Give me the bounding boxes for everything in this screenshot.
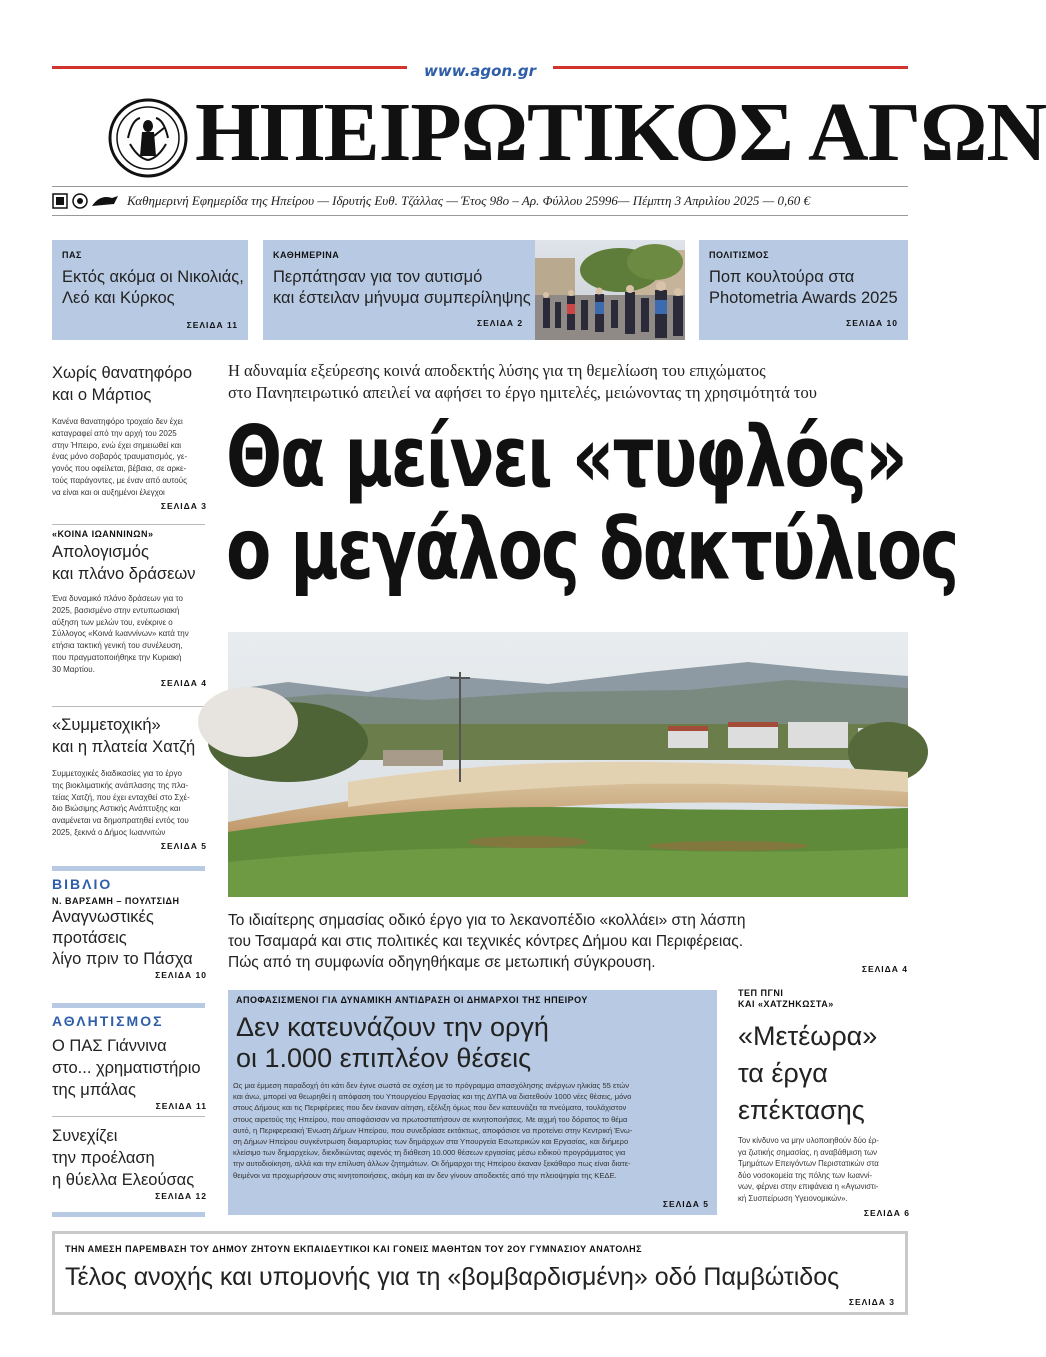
story-body — [52, 768, 207, 839]
story-body-line: κλείσιμο των δημαρχείων, διεκδικώντας αφενός τη διάθεση 10.000 θέσεων εργασίας μέσω ειδικού προγράμματος για — [233, 1148, 626, 1158]
topbox-pas[interactable] — [52, 240, 248, 340]
topbox-kicker: ΠΟΛΙΤΙΣΜΟΣ — [709, 250, 770, 260]
story-title-line: προτάσεις — [52, 929, 127, 947]
topbox-page: ΣΕΛΙΔΑ 10 — [846, 318, 898, 328]
story-title — [52, 362, 207, 406]
story-body-line: τούς παράγοντες, με έναν από αυτούς — [52, 475, 187, 485]
story-body-line: ένας μόνο σοβαρός τραυματισμός, γε- — [52, 452, 188, 462]
masthead-title: ΗΠΕΙΡΩΤΙΚΟΣ ΑΓΩΝ — [195, 86, 1046, 179]
story-body-line: Ένα δυναμικό πλάνο δράσεων για το — [52, 594, 183, 603]
sports-story-pas[interactable] — [52, 1035, 207, 1111]
sidebar-story-koina[interactable] — [52, 529, 207, 688]
story-body — [738, 1135, 910, 1205]
lead-photo — [228, 632, 908, 897]
issue-info: Καθημερινή Εφημερίδα της Ηπείρου — Ιδρυτής Ευθ. Τζάλλας — Έτος 98ο – Αρ. Φύλλου 25996— Πέμπτη 3 Απριλίου 2025 — 0,60 € — [127, 193, 810, 208]
divider — [52, 706, 205, 707]
mayors-box[interactable] — [228, 990, 717, 1215]
story-body-line: στους αιρετούς της Ηπείρου, που αποφάσισαν να πρωτοστατήσουν σε κινητοποιήσεις. Με αιχμή του δόρατος το θέμα — [233, 1114, 628, 1124]
divider — [52, 1116, 205, 1117]
story-body-line: την αυτοδιοίκηση, αλλά και την επίλυση άλλων ζητημάτων. Οι δήμαρχοι της Ηπείρου έκαναν ξεκάθαρο πως είναι διατε- — [233, 1159, 631, 1169]
lead-headline-line: ο μεγάλος δακτύλιος — [226, 500, 958, 599]
story-body-line: διο Βιώσιμης Αστικής Ανάπτυξης και — [52, 804, 181, 814]
story-title-line: τα έργα — [738, 1058, 828, 1088]
topbox-page: ΣΕΛΙΔΑ 11 — [186, 320, 238, 330]
story-body-line: αναμένεται να δημοπρατηθεί εντός του — [52, 816, 189, 826]
topbox-title-line: Εκτός ακόμα οι Νικολιάς, — [62, 268, 244, 286]
story-body-line: Κανένα θανατηφόρο τροχαίο δεν έχει — [52, 417, 183, 426]
sidebar-story-traffic[interactable] — [52, 362, 207, 511]
lead-headline-line: Θα μείνει «τυφλός» — [226, 408, 906, 507]
story-title-line: της μπάλας — [52, 1081, 136, 1099]
story-kicker: ΑΠΟΦΑΣΙΣΜΕΝΟΙ ΓΙΑ ΔΥΝΑΜΙΚΗ ΑΝΤΙΔΡΑΣΗ ΟΙ ΔΗΜΑΡΧΟΙ ΤΗΣ ΗΠΕΙΡΟΥ — [236, 995, 588, 1005]
site-url[interactable]: www.agon.gr — [424, 62, 536, 80]
story-title — [52, 1125, 207, 1191]
story-title — [52, 1035, 207, 1101]
story-body-line: ση Δήμων Ηπείρου συγκέντρωση διαμαρτυρίας των δημάρχων στα Υπουργεία Εσωτερικών και Εργασίας, και διήμερο — [233, 1137, 629, 1147]
story-body-line: κή Συσπείρωση Υγειονομικών». — [738, 1193, 848, 1203]
story-title: Τέλος ανοχής και υπομονής για τη «βομβαρδισμένη» οδό Παμβώτιδος — [65, 1263, 840, 1291]
story-body-line: καταγραφεί από την αρχή του 2025 — [52, 428, 177, 438]
walk-photo — [535, 240, 685, 340]
story-body — [52, 416, 207, 499]
story-body-line: και άνω, μπορεί να θεωρηθεί η απόφαση του Υπουργείου Εργασίας και της ΔΥΠΑ να διατεθούν 1000 νέες θέσεις, μόνο — [233, 1092, 632, 1102]
story-body-line: Σύλλογος «Κοινά Ιωαννίνων» κατά την — [52, 629, 189, 639]
story-body-line: νων, φέρνει στην επιφάνεια η «Αγωνιστι- — [738, 1182, 879, 1192]
section-label: ΑΘΛΗΤΙΣΜΟΣ — [52, 1013, 164, 1029]
story-kicker-line: ΚΑΙ «ΧΑΤΖΗΚΩΣΤΑ» — [738, 999, 834, 1009]
story-body-line: να είναι και οι αυξημένοι έλεγχοι — [52, 487, 165, 497]
story-body — [52, 593, 207, 676]
story-title-line: την προέλαση — [52, 1149, 155, 1167]
story-page: ΣΕΛΙΔΑ 6 — [863, 1207, 910, 1218]
story-body-line: ετήσια τακτική γενική του συνέλευση, — [52, 641, 183, 651]
story-body-line: στην Ήπειρο, ενώ έχει σημειωθεί και — [52, 440, 182, 450]
story-body — [233, 1080, 717, 1181]
story-page: ΣΕΛΙΔΑ 12 — [155, 1191, 207, 1201]
story-title-line: «Συμμετοχική» — [52, 716, 161, 734]
topbox-title — [709, 267, 907, 309]
story-page: ΣΕΛΙΔΑ 4 — [160, 677, 207, 688]
story-title-line: Δεν κατευνάζουν την οργή — [236, 1012, 549, 1042]
story-title-line: λίγο πριν το Πάσχα — [52, 950, 193, 968]
lead-caption-line: Πώς από τη συμφωνία οδηγηθήκαμε σε μετωπική σύγκρουση. — [228, 954, 656, 971]
topbox-title — [273, 267, 533, 309]
lead-deck-line: Η αδυναμία εξεύρεσης κοινά αποδεκτής λύσης για τη θεμελίωση του επιχώματος — [228, 361, 766, 380]
lead-caption — [228, 910, 908, 973]
story-body-line: γονός που οφείλεται, βέβαια, σε αρκε- — [52, 464, 187, 474]
story-title-line: και πλάνο δράσεων — [52, 565, 196, 583]
story-page: ΣΕΛΙΔΑ 5 — [662, 1199, 709, 1209]
topbox-page: ΣΕΛΙΔΑ 2 — [477, 318, 524, 328]
topbox-kicker: ΠΑΣ — [62, 250, 82, 260]
story-body-line: 2025, ξεκινά ο Δήμος Ιωαννιτών — [52, 827, 166, 837]
topbox-title-line: και έστειλαν μήνυμα συμπερίληψης — [273, 289, 531, 307]
story-body-line: τείας Χατζή, που έχει ενταχθεί στο Σχέ- — [52, 792, 190, 802]
topbox-kicker: ΚΑΘΗΜΕΡΙΝΑ — [273, 250, 340, 260]
story-title-line: επέκτασης — [738, 1095, 865, 1125]
sports-story-eleousa[interactable] — [52, 1125, 207, 1201]
story-title — [52, 541, 207, 585]
story-title-line: η θύελλα Ελεούσας — [52, 1171, 195, 1189]
story-title-line: οι 1.000 επιπλέον θέσεις — [236, 1043, 532, 1073]
story-body-line: 30 Μαρτίου. — [52, 664, 95, 674]
story-kicker: Ν. ΒΑΡΣΑΜΗ – ΠΟΥΛΤΣΙΔΗ — [52, 896, 180, 906]
story-body-line: Ως μια έμμεση παραδοχή ότι κάτι δεν έγινε σωστά σε σχέση με το πρόγραμμα απασχόλησης ανέργων ηλικίας 55 ετών — [233, 1081, 630, 1090]
story-title-line: και η πλατεία Χατζή — [52, 738, 196, 756]
story-body-line: γα ζωτικής σημασίας, η αναβάθμιση των — [738, 1147, 877, 1157]
story-body-line: που πραγματοποιήθηκε την Κυριακή — [52, 652, 182, 662]
sports-section — [52, 1013, 207, 1201]
topbox-title-line: Περπάτησαν για τον αυτισμό — [273, 268, 483, 286]
story-body-line: αύξηση των μελών του, ενέκρινε ο — [52, 617, 173, 627]
topbox-title-line: Ποπ κουλτούρα στα — [709, 268, 855, 286]
story-body-line: Τμημάτων Επειγόντων Περιστατικών στα — [738, 1159, 879, 1169]
story-page: ΣΕΛΙΔΑ 3 — [160, 500, 207, 511]
section-label: ΒΙΒΛΙΟ — [52, 876, 113, 892]
book-section[interactable] — [52, 876, 207, 980]
story-title — [236, 1012, 549, 1074]
story-page: ΣΕΛΙΔΑ 10 — [155, 970, 207, 980]
story-title-line: Ο ΠΑΣ Γιάννινα — [52, 1037, 167, 1055]
story-title-line: Αναγνωστικές — [52, 908, 154, 926]
story-title — [738, 1018, 910, 1129]
story-title-line: στο... χρηματιστήριο — [52, 1059, 201, 1077]
story-body-line: θειμένοι να προχωρήσουν στις κινητοποιήσεις, ακόμη και αν δεν γίνουν αποδεκτές από την πλειοψηφία της ΚΕΔΕ. — [233, 1170, 617, 1180]
story-title-line: Συνεχίζει — [52, 1127, 118, 1145]
story-kicker — [738, 988, 910, 1010]
lead-page: ΣΕΛΙΔΑ 4 — [861, 964, 908, 974]
story-title — [52, 714, 207, 758]
topbox-culture[interactable] — [699, 240, 908, 340]
topbox-title-line: Λεό και Κύρκος — [62, 289, 175, 307]
story-kicker: «ΚΟΙΝΑ ΙΩΑΝΝΙΝΩΝ» — [52, 529, 154, 539]
bottom-banner[interactable] — [52, 1231, 908, 1315]
seal-logo — [108, 98, 188, 178]
story-title-line: Χωρίς θανατηφόρο — [52, 364, 193, 382]
topbox-daily[interactable] — [263, 240, 685, 340]
story-title — [52, 907, 207, 970]
lead-deck — [228, 360, 908, 404]
section-bar — [52, 1003, 205, 1008]
lead-caption-line: του Τσαμαρά και στις πολιτικές και τεχνικές κόντρες Δήμου και Περιφέρειας. — [228, 933, 744, 950]
meteora-story[interactable] — [738, 988, 910, 1218]
topbox-title — [62, 267, 247, 309]
story-kicker-line: ΤΕΠ ΠΓΝΙ — [738, 988, 784, 998]
story-page: ΣΕΛΙΔΑ 11 — [155, 1101, 207, 1111]
story-body-line: στους Δήμους και τις Περιφέρειες που δεν έκαναν αίτηση, εξέλιξη όμως που δεν κατευνάζει τα πνεύματα, τουλάχιστον — [233, 1103, 627, 1113]
section-bar — [52, 866, 205, 871]
story-body-line: δύο νοσοκομεία της πόλης των Ιωαννί- — [738, 1170, 873, 1180]
story-body-line: της βιοκλιματικής ανάπλασης της πλα- — [52, 780, 189, 790]
story-page: ΣΕΛΙΔΑ 3 — [848, 1297, 895, 1307]
info-bar — [52, 186, 908, 216]
lead-caption-line: Το ιδιαίτερης σημασίας οδικό έργο για το λεκανοπέδιο «κολλάει» στη λάσπη — [228, 912, 746, 929]
topbox-title-line: Photometria Awards 2025 — [709, 289, 898, 307]
story-page: ΣΕΛΙΔΑ 5 — [160, 840, 207, 851]
story-title-line: και ο Μάρτιος — [52, 386, 152, 404]
publisher-logos-icon — [52, 192, 122, 210]
story-body-line: αυτό, η Περιφερειακή Ένωση Δήμων Ηπείρου, που συνεδρίασε εκτάκτως, αποφάσισε να προτείνει στην Κεντρική Ένω- — [233, 1125, 633, 1135]
lead-headline[interactable] — [226, 408, 958, 599]
lead-deck-line: στο Πανηπειρωτικό απειλεί να αφήσει το έργο ημιτελές, μειώνοντας τη χρησιμότητά του — [228, 383, 817, 402]
story-body-line: Τον κίνδυνο να μην υλοποιηθούν δύο έρ- — [738, 1136, 879, 1145]
story-title-line: «Μετέωρα» — [738, 1021, 878, 1051]
story-body-line: 2025, βασισμένο στην εντυπωσιακή — [52, 605, 180, 615]
story-body-line: Συμμετοχικές διαδικασίες για το έργο — [52, 769, 182, 778]
sidebar-story-square[interactable] — [52, 714, 207, 851]
story-kicker: ΤΗΝ ΑΜΕΣΗ ΠΑΡΕΜΒΑΣΗ ΤΟΥ ΔΗΜΟΥ ΖΗΤΟΥΝ ΕΚΠΑΙΔΕΥΤΙΚΟΙ ΚΑΙ ΓΟΝΕΙΣ ΜΑΘΗΤΩΝ ΤΟΥ 2ΟΥ ΓΥΜΝΑΣΙΟΥ ΑΝΑΤΟΛΗΣ — [65, 1244, 643, 1254]
divider — [52, 524, 205, 525]
section-bar — [52, 1212, 205, 1217]
story-title-line: Απολογισμός — [52, 543, 149, 561]
